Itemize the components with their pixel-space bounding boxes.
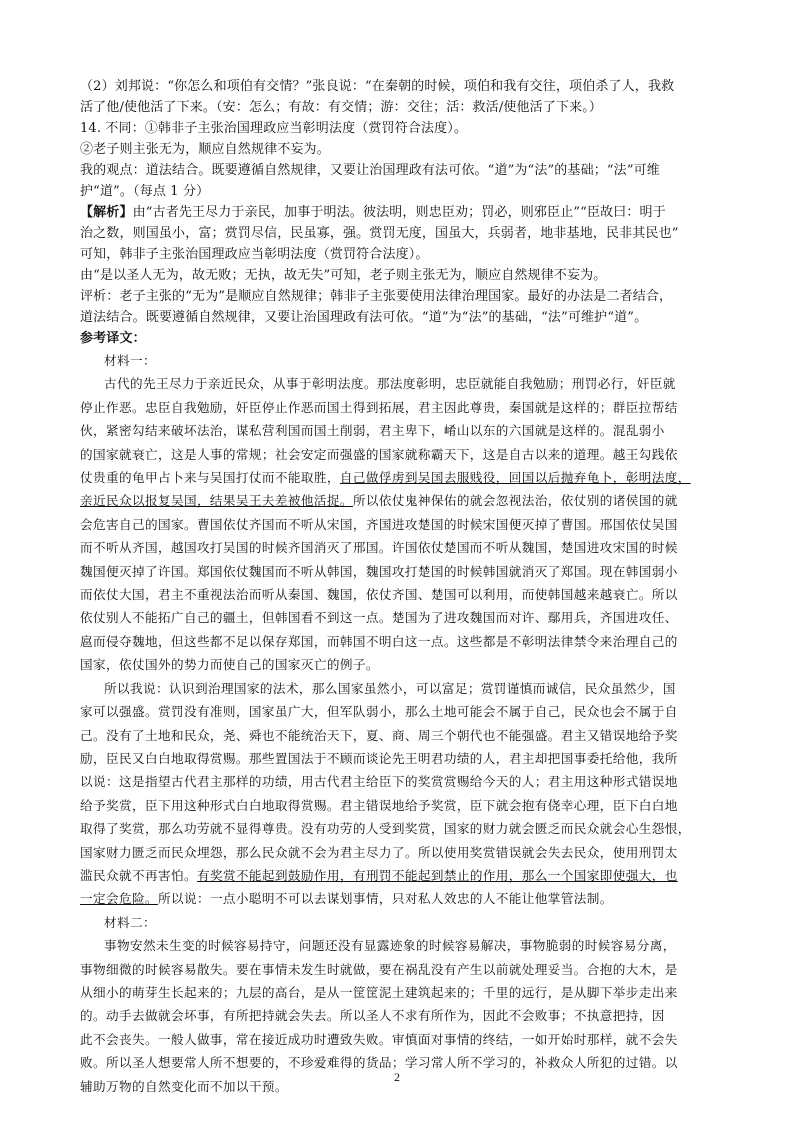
translation-line: 伙，紧密勾结来破坏法治，谋私营利国而国土削弱，君主卑下，崤山以东的六国就是这样的。混乱弱小 (80, 423, 665, 439)
q14-line: ②老子则主张无为，顺应自然规律不妄为。 (80, 142, 330, 157)
q14-line: 护“道”。（每点 1 分） (80, 184, 210, 199)
q14-line: 评析：老子主张的“无为”是顺应自然规律；韩非子主张要使用法律治理国家。最好的办法是二者结合， (80, 289, 673, 304)
translation-line: 给予奖赏，臣下用这种形式白白地取得赏赐。君主错误地给予奖赏，臣下就会抱有侥幸心理，臣下白白地 (80, 797, 678, 813)
translation-line: 以说：这是指望古代君主那样的功绩，用古代君主给臣下的奖赏赏赐给今天的人；君主用这种形式错误地 (80, 774, 678, 790)
underlined-text: 自己做俘虏到吴国去服贱役，回国以后抛弃龟卜，彰明法度， (339, 470, 691, 486)
q14-line: 可知，韩非子主张治国理政应当彰明法度（赏罚符合法度）。 (80, 247, 429, 262)
translation-text: 仗贵重的龟甲占卜来与吴国打仗而不能取胜， (80, 470, 340, 486)
translation-text: 所以依仗鬼神保佑的就会忽视法治，依仗别的诸侯国的就 (352, 493, 678, 509)
translation-text: 滥民众就不再害怕。 (80, 867, 197, 883)
translation-line: 依仗别人不能拓广自己的疆土，但韩国看不到这一点。楚国为了进攻魏国而对许、鄢用兵，齐国进攻任、 (80, 610, 678, 626)
reference-translation-title: 参考译文： (80, 331, 146, 346)
material-one-heading: 材料一： (104, 353, 156, 368)
translation-line: 的国家就衰亡，这是人事的常规；社会安定而强盛的国家就称霸天下，这是自古以来的道理。越王勾践依 (80, 446, 678, 462)
translation-line: 事物安然未生变的时候容易持守，问题还没有显露迹象的时候容易解决，事物脆弱的时候容易分离， (104, 938, 676, 954)
translation-line: 的。动手去做就会坏事，有所把持就会失去。所以圣人不求有所作为，因此不会败事；不执意把持，因 (80, 1008, 665, 1024)
translation-line: 此不会丧失。一般人做事，常在接近成功时遭致失败。审慎面对事情的终结，一如开始时那样，就不会失 (80, 1031, 678, 1047)
material-two-heading: 材料二： (104, 914, 156, 930)
answer-line: 活了他/使他活了下来。（安：怎么；有故：有交情；游：交往；活：救活/使他活了下来。） (80, 100, 603, 115)
translation-line: 魏国便灭掉了许国。郑国依仗魏国而不听从韩国，魏国攻打楚国的时候韩国就消灭了郑国。现在韩国弱小 (80, 563, 678, 579)
translation-line (80, 864, 712, 887)
q14-line: 我的观点：道法结合。既要遵循自然规律，又要让治国理政有法可依。“道”为“法”的基础；“法”可维 (80, 163, 660, 178)
translation-line: 事物细微的时候容易散失。要在事情未发生时就做，要在祸乱没有产生以前就处理妥当。合抱的大木，是 (80, 961, 678, 977)
translation-line: 家可以强盛。赏罚没有准则，国家虽广大，但军队弱小，那么土地可能会不属于自己，民众也会不属于自 (80, 704, 678, 720)
translation-line: 所以我说：认识到治理国家的法术，那么国家虽然小，可以富足；赏罚谨慎而诚信，民众虽然少，国 (104, 680, 676, 696)
translation-line: 古代的先王尽力于亲近民众，从事于彰明法度。那法度彰明，忠臣就能自我勉励；刑罚必行，奸臣就 (104, 376, 676, 392)
translation-line: 而依仗大国，君主不重视法治而听从秦国、魏国，依仗齐国、楚国可以利用，而使韩国越来越衰亡。所以 (80, 587, 678, 603)
translation-line: 己。没有了土地和民众，尧、舜也不能统治天下，夏、商、周三个朝代也不能强盛。君主又错误地给予奖 (80, 727, 678, 743)
underlined-text: 亲近民众以报复吴国，结果吴王夫差被他活捉。 (80, 493, 353, 509)
translation-line: 辅助万物的自然变化而不加以干预。 (80, 1078, 288, 1094)
translation-text: 所以说：一点小聪明不可以去谋划事情，只对私人效忠的人不能让他掌管法制。 (157, 891, 613, 907)
q14-line: 由“是以圣人无为，故无败；无执，故无失”可知，老子则主张无为，顺应自然规律不妄为。 (80, 268, 607, 283)
answer-line: （2）刘邦说：“你怎么和项伯有交情？”张良说：“在秦朝的时候，项伯和我有交往，项伯杀了人，我救 (80, 79, 675, 94)
translation-line: 从细小的萌芽生长起来的；九层的高台，是从一筐筐泥土建筑起来的；千里的远行，是从脚下举步走出来 (80, 984, 678, 1000)
underlined-text: 一定会危险。 (80, 891, 158, 907)
translation-line: 而不听从齐国，越国攻打吴国的时候齐国消灭了邢国。许国依仗楚国而不听从魏国，楚国进攻宋国的时候 (80, 540, 678, 556)
translation-line: 扈而侵夺魏地，但这些都不足以保存郑国，而韩国不明白这一点。这些都是不彰明法律禁令来治理自己的 (80, 633, 678, 649)
q14-line: 道法结合。既要遵循自然规律，又要让治国理政有法可依。“道”为“法”的基础，“法”可维护“道”。 (80, 310, 648, 325)
translation-line (80, 887, 712, 910)
translation-line: 国家，依仗国外的势力而使自己的国家灭亡的例子。 (80, 657, 379, 673)
translation-line (80, 489, 712, 512)
analysis-tag: 【解析】 (80, 205, 133, 220)
q14-line: 治之数，则国虽小，富；赏罚尽信，民虽寡，强。赏罚无度，国虽大，兵弱者，地非基地，民非其民也” (80, 226, 679, 241)
translation-line: 败。所以圣人想要常人所不想要的，不珍爱难得的货品；学习常人所不学习的，补救众人所犯的过错。以 (80, 1055, 678, 1071)
translation-line: 励，臣民又白白地取得赏赐。那些置国法于不顾而谈论先王明君功绩的人，君主却把国事委托给他，我所 (80, 750, 678, 766)
underlined-text: 有奖赏不能起到鼓励作用，有刑罚不能起到禁止的作用，那么一个国家即使强大，也 (196, 867, 678, 883)
document-page (80, 76, 712, 1098)
q14-line: 14. 不同：①韩非子主张治国理政应当彰明法度（赏罚符合法度）。 (80, 121, 468, 136)
analysis-text: 由“古者先王尽力于亲民，加事于明法。彼法明，则忠臣劝；罚必，则邪臣止”“臣故曰：明于 (132, 205, 666, 220)
translation-line (80, 466, 712, 489)
page-number: 2 (394, 1070, 400, 1084)
translation-line: 会危害自己的国家。曹国依仗齐国而不听从宋国，齐国进攻楚国的时候宋国便灭掉了曹国。邢国依仗吴国 (80, 516, 678, 532)
analysis-line (80, 202, 712, 223)
translation-line: 取得了奖赏，那么功劳就不显得尊贵。没有功劳的人受到奖赏，国家的财力就会匮乏而民众就会心生怨恨， (80, 821, 691, 837)
translation-line: 停止作恶。忠臣自我勉励，奸臣停止作恶而国土得到拓展，君主因此尊贵，秦国就是这样的；群臣拉帮结 (80, 399, 678, 415)
translation-line: 国家财力匮乏而民众埋怨，那么民众就不会为君主尽力了。所以使用奖赏错误就会失去民众，使用刑罚太 (80, 844, 678, 860)
